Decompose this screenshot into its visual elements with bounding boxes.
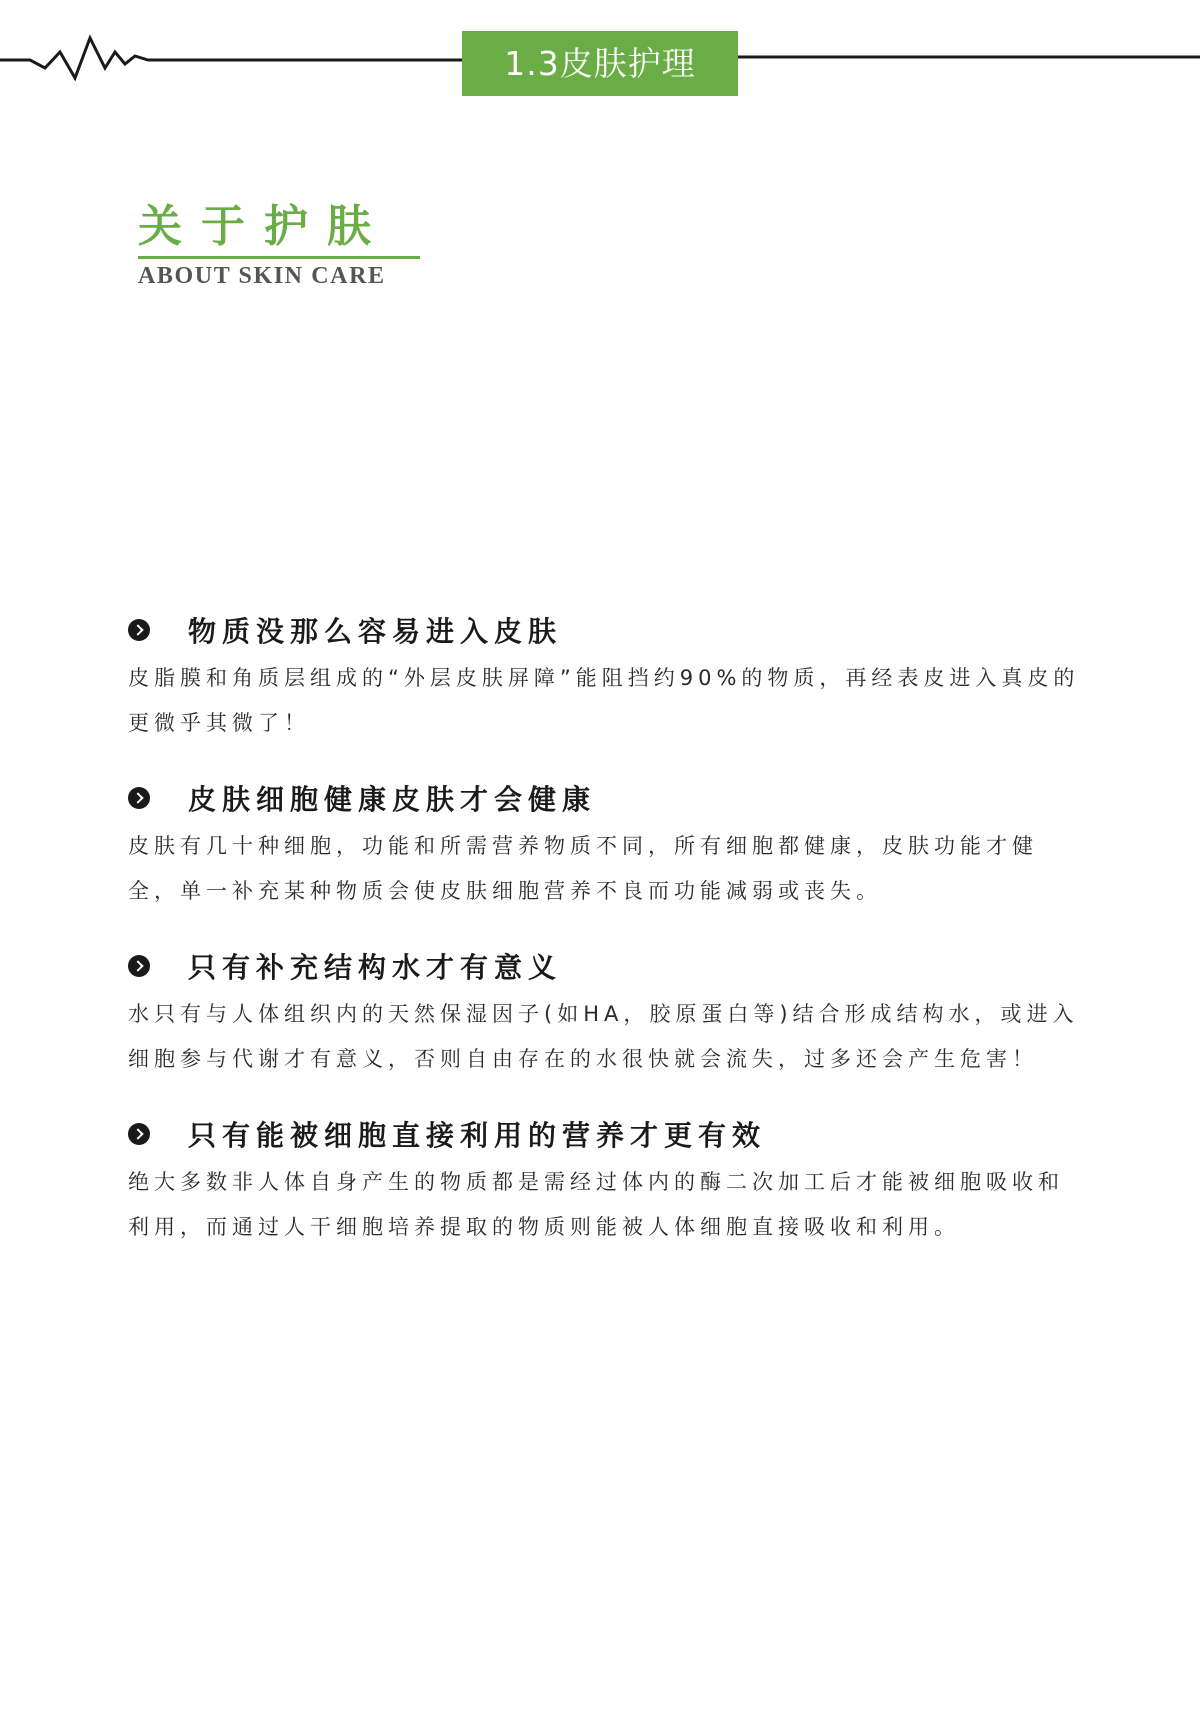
topic-body: 皮肤有几十种细胞，功能和所需营养物质不同，所有细胞都健康，皮肤功能才健全，单一补充某种物质会使皮肤细胞营养不良而功能减弱或丧失。 (128, 834, 1038, 903)
topic-title: 只有补充结构水才有意义 (188, 951, 563, 984)
topic-title: 只有能被细胞直接利用的营养才更有效 (188, 1119, 767, 1152)
chevron-circle-right-icon (128, 619, 150, 641)
section-badge: 1.3皮肤护理 (462, 31, 738, 96)
topic-heading-row (128, 942, 1088, 990)
topic-title: 皮肤细胞健康皮肤才会健康 (188, 783, 597, 816)
topic-body: 绝大多数非人体自身产生的物质都是需经过体内的酶二次加工后才能被细胞吸收和利用，而通过人干细胞培养提取的物质则能被人体细胞直接吸收和利用。 (128, 1170, 1064, 1239)
chevron-circle-right-icon (128, 787, 150, 809)
topic-item (128, 942, 1088, 1082)
section-title-block (138, 200, 422, 290)
topic-item (128, 606, 1088, 746)
topic-heading-row (128, 774, 1088, 822)
chevron-circle-right-icon (128, 955, 150, 977)
topic-item (128, 1110, 1088, 1250)
topic-body: 水只有与人体组织内的天然保湿因子(如HA，胶原蛋白等)结合形成结构水，或进入细胞参与代谢才有意义，否则自由存在的水很快就会流失，过多还会产生危害！ (128, 1002, 1079, 1071)
topics-list (128, 606, 1088, 1278)
topic-heading-row (128, 606, 1088, 654)
topic-heading-row (128, 1110, 1088, 1158)
chevron-circle-right-icon (128, 1123, 150, 1145)
topic-title: 物质没那么容易进入皮肤 (188, 615, 563, 648)
topic-item (128, 774, 1088, 914)
page-subtitle: ABOUT SKIN CARE (138, 263, 386, 289)
topic-body: 皮脂膜和角质层组成的“外层皮肤屏障”能阻挡约90%的物质，再经表皮进入真皮的更微乎其微了！ (128, 666, 1080, 735)
title-divider (138, 256, 420, 259)
page-title: 关于护肤 (138, 201, 390, 252)
